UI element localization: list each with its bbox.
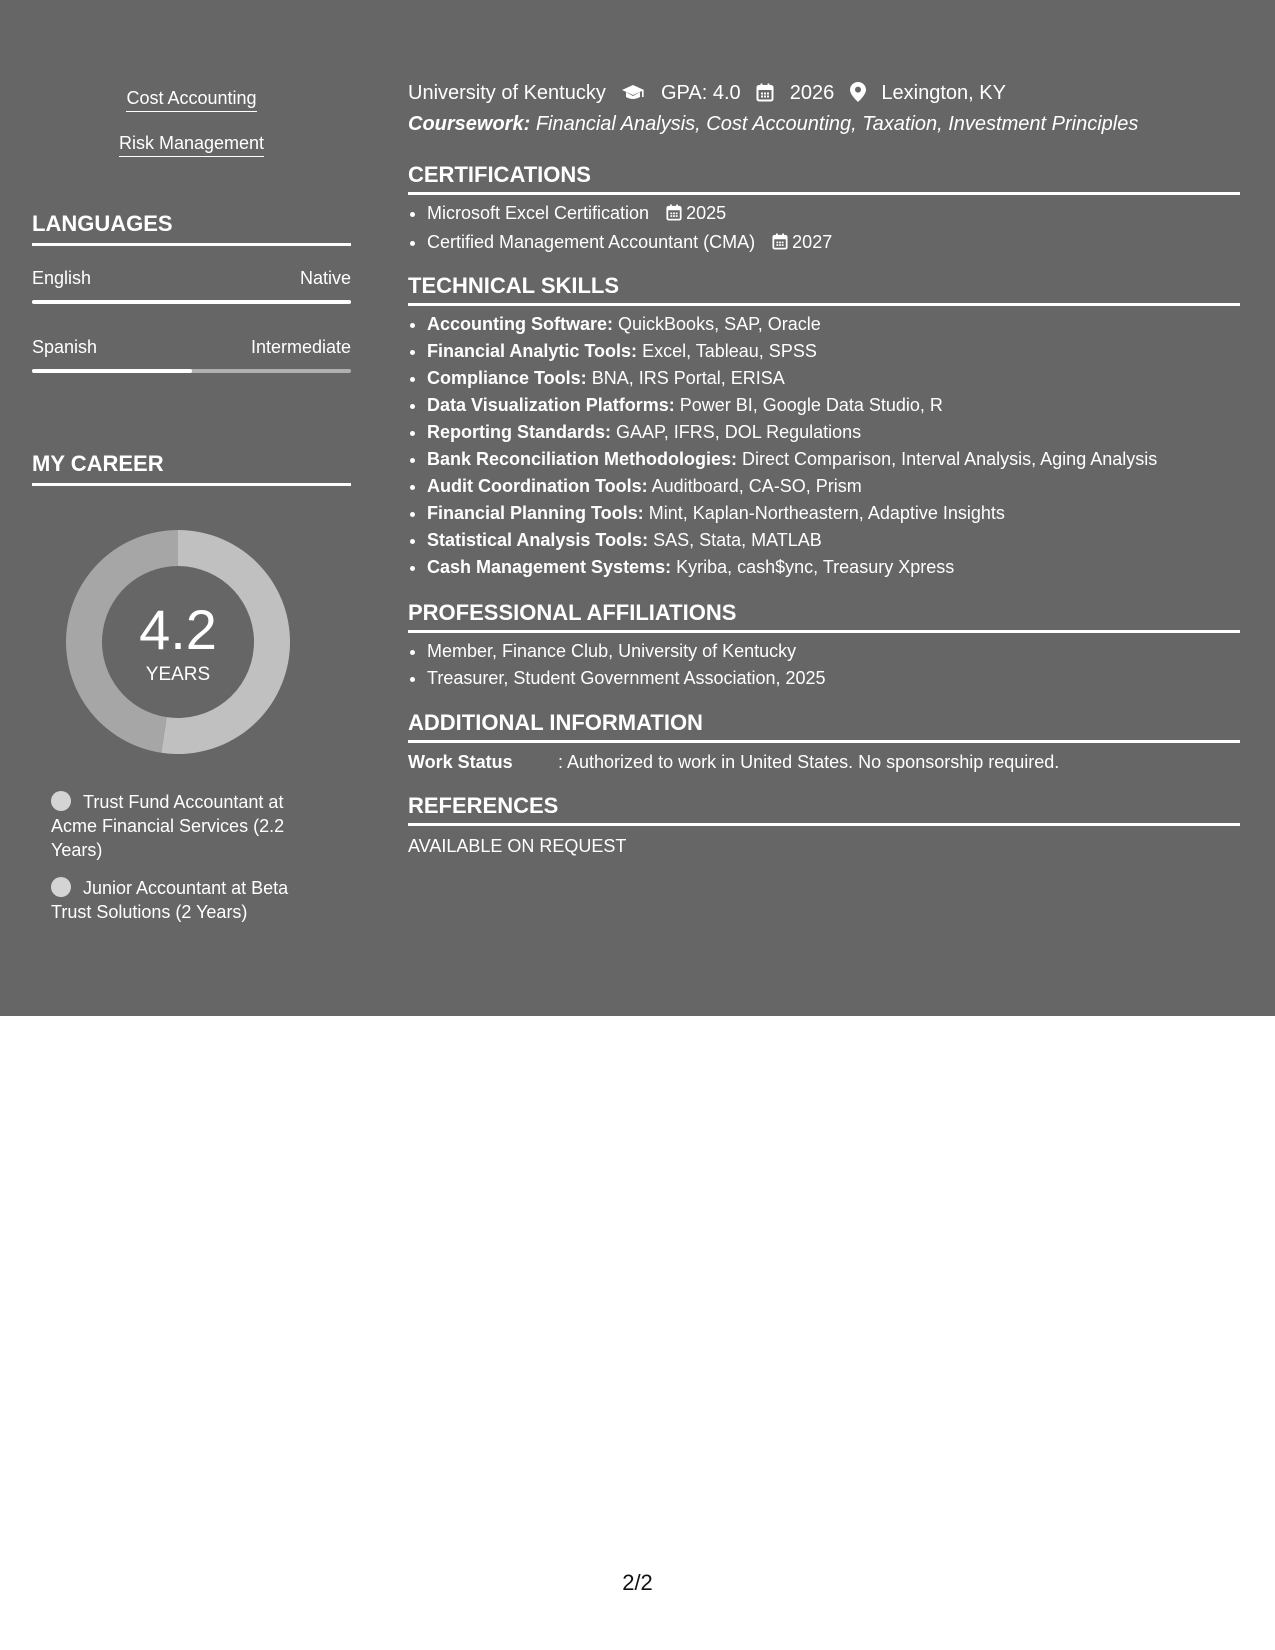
- skill-values: QuickBooks, SAP, Oracle: [618, 314, 821, 334]
- references-text: AVAILABLE ON REQUEST: [408, 836, 627, 856]
- technical-skill-item: [427, 311, 1239, 338]
- skill-tag: [32, 88, 351, 112]
- technical-skill-item: [427, 446, 1239, 473]
- skill-category: Data Visualization Platforms:: [427, 395, 675, 415]
- skill-values: Kyriba, cash$ync, Treasury Xpress: [676, 557, 955, 577]
- career-item: [51, 790, 321, 862]
- calendar-icon: [666, 202, 682, 229]
- career-item-text: Junior Accountant at Beta Trust Solutions (2 Years): [51, 878, 289, 922]
- technical-skill-item: [427, 500, 1239, 527]
- references-heading: REFERENCES: [408, 793, 1240, 826]
- technical-skill-item: [427, 527, 1239, 554]
- language-proficiency-bar: [32, 300, 351, 304]
- certification-item: [427, 200, 1239, 229]
- page-number: 2/2: [622, 1570, 653, 1595]
- language-proficiency-fill: [32, 300, 351, 304]
- affiliations-list: [408, 638, 1239, 692]
- career-total-unit: YEARS: [145, 664, 211, 685]
- skill-category: Statistical Analysis Tools:: [427, 530, 649, 550]
- education-line: [408, 82, 1006, 108]
- language-proficiency-fill: [32, 369, 192, 373]
- technical-skill-item: [427, 473, 1239, 500]
- coursework-label: Coursework:: [408, 113, 531, 135]
- graduation-cap-icon: [621, 84, 645, 108]
- certifications-heading: CERTIFICATIONS: [408, 162, 1240, 195]
- language-level: Native: [299, 268, 351, 288]
- skill-category: Financial Planning Tools:: [427, 503, 644, 523]
- language-row: [32, 337, 351, 358]
- certifications-list: [408, 200, 1239, 258]
- location-pin-icon: [850, 82, 866, 108]
- calendar-icon: [772, 231, 788, 258]
- career-total-value: 4.2: [139, 598, 217, 661]
- coursework-line: [408, 113, 1138, 136]
- skill-values: Auditboard, CA-SO, Prism: [651, 476, 862, 496]
- technical-skills-list: [408, 311, 1239, 581]
- language-name: Spanish: [32, 337, 98, 357]
- work-status-value: : Authorized to work in United States. No sponsorship required.: [558, 752, 1060, 772]
- skill-values: GAAP, IFRS, DOL Regulations: [616, 422, 862, 442]
- language-level: Intermediate: [250, 337, 351, 357]
- skill-values: SAS, Stata, MATLAB: [653, 530, 822, 550]
- technical-skill-item: [427, 419, 1239, 446]
- affiliation-item: • Member, Finance Club, University of Kentucky: [427, 638, 1239, 665]
- technical-skill-item: [427, 392, 1239, 419]
- technical-skill-item: [427, 338, 1239, 365]
- career-item: [51, 876, 321, 924]
- language-row: [32, 268, 351, 289]
- certification-year: 2027: [792, 232, 833, 252]
- skill-category: Cash Management Systems:: [427, 557, 672, 577]
- language-name: English: [32, 268, 92, 288]
- graduation-year: 2026: [789, 82, 835, 104]
- technical-skill-item: [427, 554, 1239, 581]
- language-proficiency-bar: [32, 369, 351, 373]
- skill-category: Financial Analytic Tools:: [427, 341, 638, 361]
- languages-heading: LANGUAGES: [32, 211, 351, 246]
- certification-name: Certified Management Accountant (CMA): [427, 232, 756, 252]
- skill-category: Bank Reconciliation Methodologies:: [427, 449, 738, 469]
- coursework-list: Financial Analysis, Cost Accounting, Taxation, Investment Principles: [535, 113, 1139, 135]
- affiliations-heading: PROFESSIONAL AFFILIATIONS: [408, 600, 1240, 633]
- skill-tag-label: Cost Accounting: [126, 88, 256, 112]
- skill-values: Direct Comparison, Interval Analysis, Aging Analysis: [742, 449, 1158, 469]
- career-legend-dot: [51, 877, 71, 897]
- skill-values: BNA, IRS Portal, ERISA: [591, 368, 785, 388]
- school-name: University of Kentucky: [408, 82, 606, 104]
- additional-information-heading: ADDITIONAL INFORMATION: [408, 710, 1240, 743]
- work-status-label: Work Status: [408, 752, 513, 772]
- skill-values: Power BI, Google Data Studio, R: [679, 395, 943, 415]
- technical-skill-item: [427, 365, 1239, 392]
- certification-item: [427, 229, 1239, 258]
- gpa: GPA: 4.0: [660, 82, 741, 104]
- work-status-row: [408, 752, 1059, 773]
- skill-category: Accounting Software:: [427, 314, 614, 334]
- skill-tag: [32, 133, 351, 157]
- technical-skills-heading: TECHNICAL SKILLS: [408, 273, 1240, 306]
- career-heading: MY CAREER: [32, 451, 351, 486]
- school-location: Lexington, KY: [881, 82, 1006, 104]
- skill-category: Reporting Standards:: [427, 422, 612, 442]
- calendar-icon: [756, 83, 774, 108]
- certification-year: 2025: [686, 203, 727, 223]
- career-item-text: Trust Fund Accountant at Acme Financial Services (2.2 Years): [51, 792, 285, 860]
- certification-name: Microsoft Excel Certification: [427, 203, 650, 223]
- skill-category: Compliance Tools:: [427, 368, 587, 388]
- affiliation-item: • Treasurer, Student Government Association, 2025: [427, 665, 1239, 692]
- skill-tag-label: Risk Management: [119, 133, 264, 157]
- skill-values: Mint, Kaplan-Northeastern, Adaptive Insights: [648, 503, 1005, 523]
- skill-category: Audit Coordination Tools:: [427, 476, 648, 496]
- skill-values: Excel, Tableau, SPSS: [642, 341, 817, 361]
- career-legend-dot: [51, 791, 71, 811]
